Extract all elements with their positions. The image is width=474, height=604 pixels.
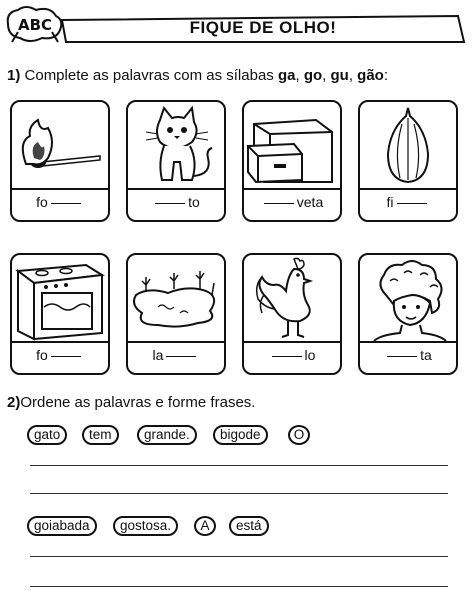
card-fogao bbox=[10, 253, 110, 375]
cat-icon bbox=[128, 102, 224, 188]
pond-icon bbox=[128, 255, 224, 341]
syllable-ga: ga bbox=[277, 67, 296, 84]
card-divider bbox=[128, 341, 224, 343]
word-fill-6: la bbox=[128, 347, 224, 363]
question-1-number: 1) bbox=[7, 67, 21, 84]
card-gaguta bbox=[358, 253, 458, 375]
fig-icon bbox=[360, 102, 456, 188]
word-fill-7: lo bbox=[244, 347, 340, 363]
word-pill-a[interactable]: A bbox=[194, 516, 216, 536]
writing-line-4[interactable] bbox=[30, 586, 448, 587]
syllable-go: go bbox=[303, 67, 323, 84]
question-2-number: 2) bbox=[7, 394, 21, 411]
word-pill-grande[interactable]: grande. bbox=[137, 425, 197, 445]
question-2-prompt bbox=[7, 394, 255, 411]
card-figo bbox=[358, 100, 458, 222]
syllable-gao: gão bbox=[357, 67, 384, 84]
card-divider bbox=[244, 188, 340, 190]
word-pill-gato[interactable]: gato bbox=[27, 425, 67, 445]
blank-8[interactable] bbox=[387, 356, 417, 357]
blank-3[interactable] bbox=[264, 203, 294, 204]
card-divider bbox=[244, 341, 340, 343]
word-fill-5: fo bbox=[12, 347, 108, 363]
card-gaveta bbox=[242, 100, 342, 222]
word-pill-o[interactable]: O bbox=[288, 425, 310, 445]
question-1-prompt bbox=[7, 67, 388, 84]
card-lago bbox=[126, 253, 226, 375]
writing-line-1[interactable] bbox=[30, 465, 448, 466]
card-gato bbox=[126, 100, 226, 222]
word-pill-bigode[interactable]: bigode bbox=[213, 425, 268, 445]
word-fill-4: fi bbox=[360, 194, 456, 210]
card-divider bbox=[360, 341, 456, 343]
drawer-icon bbox=[244, 102, 340, 188]
curly-hair-girl-icon bbox=[360, 255, 456, 341]
syllable-list: ga, go, gu, gão: bbox=[277, 67, 389, 84]
writing-line-2[interactable] bbox=[30, 493, 448, 494]
blank-6[interactable] bbox=[166, 356, 196, 357]
card-divider bbox=[128, 188, 224, 190]
page-title: FIQUE DE OLHO! bbox=[189, 18, 337, 37]
word-pill-gostosa[interactable]: gostosa. bbox=[113, 516, 178, 536]
word-pill-goiabada[interactable]: goiabada bbox=[27, 516, 97, 536]
card-divider bbox=[12, 341, 108, 343]
word-fill-3: veta bbox=[244, 194, 340, 210]
card-galo bbox=[242, 253, 342, 375]
writing-line-3[interactable] bbox=[30, 556, 448, 557]
word-fill-1: fo bbox=[12, 194, 108, 210]
blank-4[interactable] bbox=[397, 203, 427, 204]
rooster-icon bbox=[244, 255, 340, 341]
word-fill-2: to bbox=[128, 194, 224, 210]
card-fogo bbox=[10, 100, 110, 222]
blank-1[interactable] bbox=[51, 203, 81, 204]
logo-text: ABC bbox=[17, 16, 53, 34]
word-fill-8: ta bbox=[360, 347, 456, 363]
word-pill-esta[interactable]: está bbox=[229, 516, 269, 536]
question-2-text: Ordene as palavras e forme frases. bbox=[20, 394, 256, 411]
blank-2[interactable] bbox=[155, 203, 185, 204]
stove-icon bbox=[12, 255, 108, 341]
syllable-gu: gu bbox=[330, 67, 349, 84]
blank-7[interactable] bbox=[272, 356, 302, 357]
card-divider bbox=[360, 188, 456, 190]
card-divider bbox=[12, 188, 108, 190]
burning-match-icon bbox=[12, 102, 108, 188]
word-pill-tem[interactable]: tem bbox=[82, 425, 119, 445]
question-1-text: Complete as palavras com as sílabas bbox=[24, 67, 274, 84]
blank-5[interactable] bbox=[51, 356, 81, 357]
abc-logo-icon bbox=[4, 2, 66, 46]
